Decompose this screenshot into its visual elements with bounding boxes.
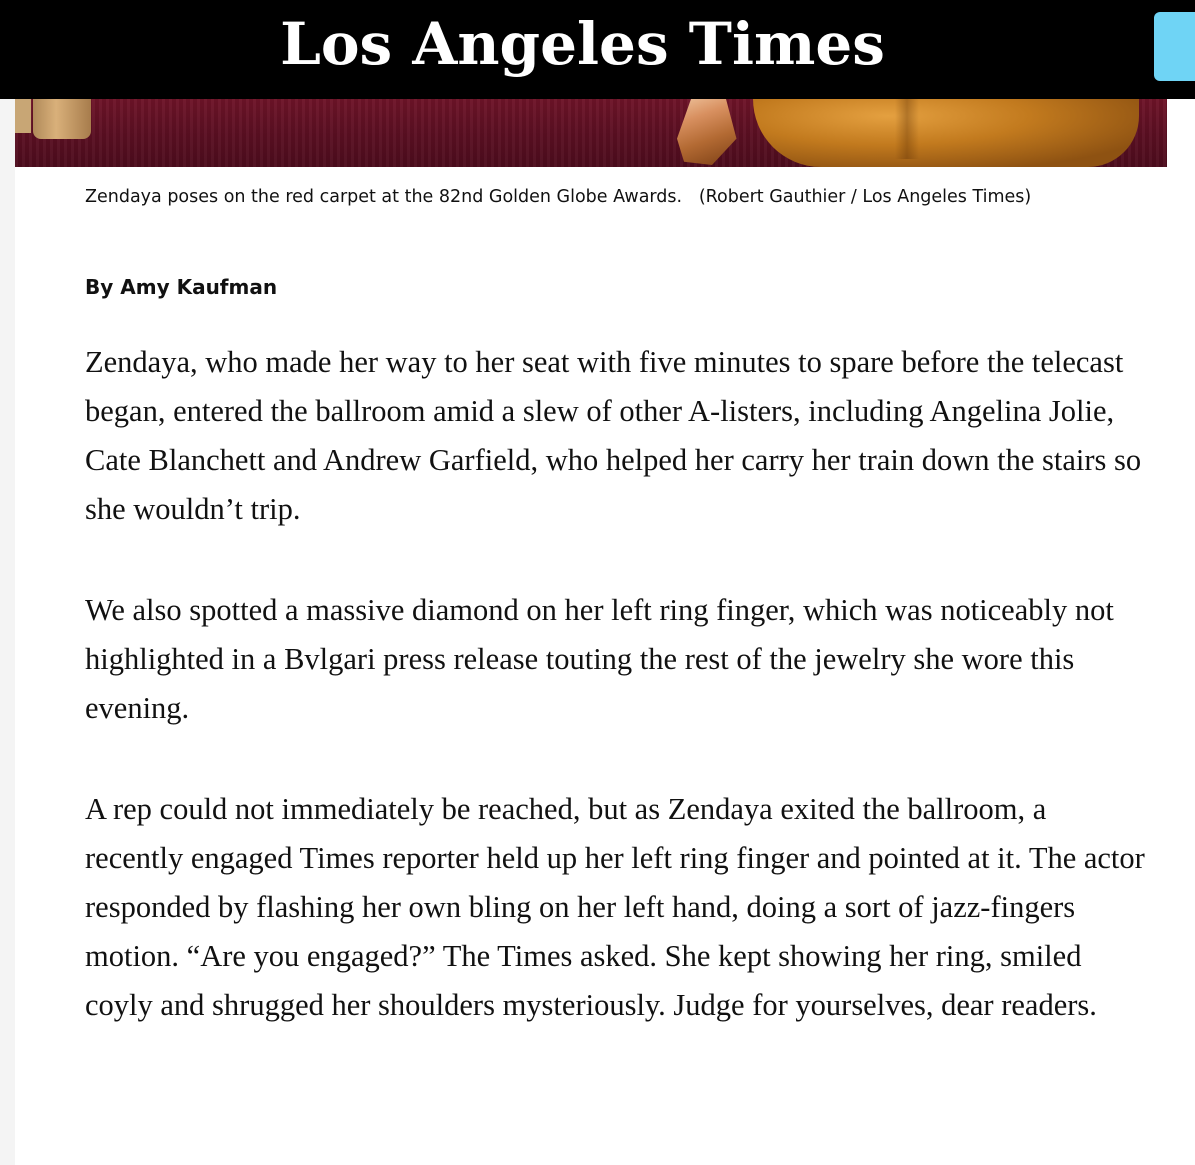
article-paragraph: We also spotted a massive diamond on her left ring finger, which was noticeably not highlighted in a Bvlgari press release touting the rest of the jewelry she wore this evening.	[85, 593, 1114, 725]
left-gutter	[0, 99, 15, 1165]
site-logo-link[interactable]	[0, 0, 1195, 99]
caption-credit: (Robert Gauthier / Los Angeles Times)	[698, 187, 1032, 207]
byline	[85, 273, 277, 301]
author-link[interactable]: Amy Kaufman	[120, 275, 278, 299]
right-gutter	[1166, 99, 1195, 1165]
photo-figure-left-edge	[15, 99, 31, 133]
article-paragraph: Zendaya, who made her way to her seat with five minutes to spare before the telecast began, entered the ballroom amid a slew of other A-listers, including Angelina Jolie, Cate Blanchett and Andrew Garfield, who helped her carry her train down the stairs so she wouldn’t trip.	[85, 345, 1142, 526]
photo-figure-left	[33, 99, 91, 139]
photo-gown	[753, 99, 1139, 167]
image-caption	[85, 185, 1095, 209]
article-body	[85, 338, 1145, 1082]
byline-prefix: By	[85, 275, 121, 299]
site-logo: Los Angeles Times	[280, 9, 885, 78]
side-menu-button[interactable]	[1154, 12, 1195, 81]
article-paragraph: A rep could not immediately be reached, but as Zendaya exited the ballroom, a recently engaged Times reporter held up her left ring finger and pointed at it. The actor responded by flashing her own bling on her left hand, doing a sort of jazz-fingers motion. “Are you engaged?” The Times asked. She kept showing her ring, smiled coyly and shrugged her shoulders mysteriously. Judge for yourselves, dear readers.	[85, 792, 1145, 1022]
hero-image	[15, 99, 1167, 167]
photo-gown-fold	[895, 99, 919, 159]
caption-text: Zendaya poses on the red carpet at the 82nd Golden Globe Awards.	[85, 187, 683, 207]
masthead	[0, 0, 1195, 99]
